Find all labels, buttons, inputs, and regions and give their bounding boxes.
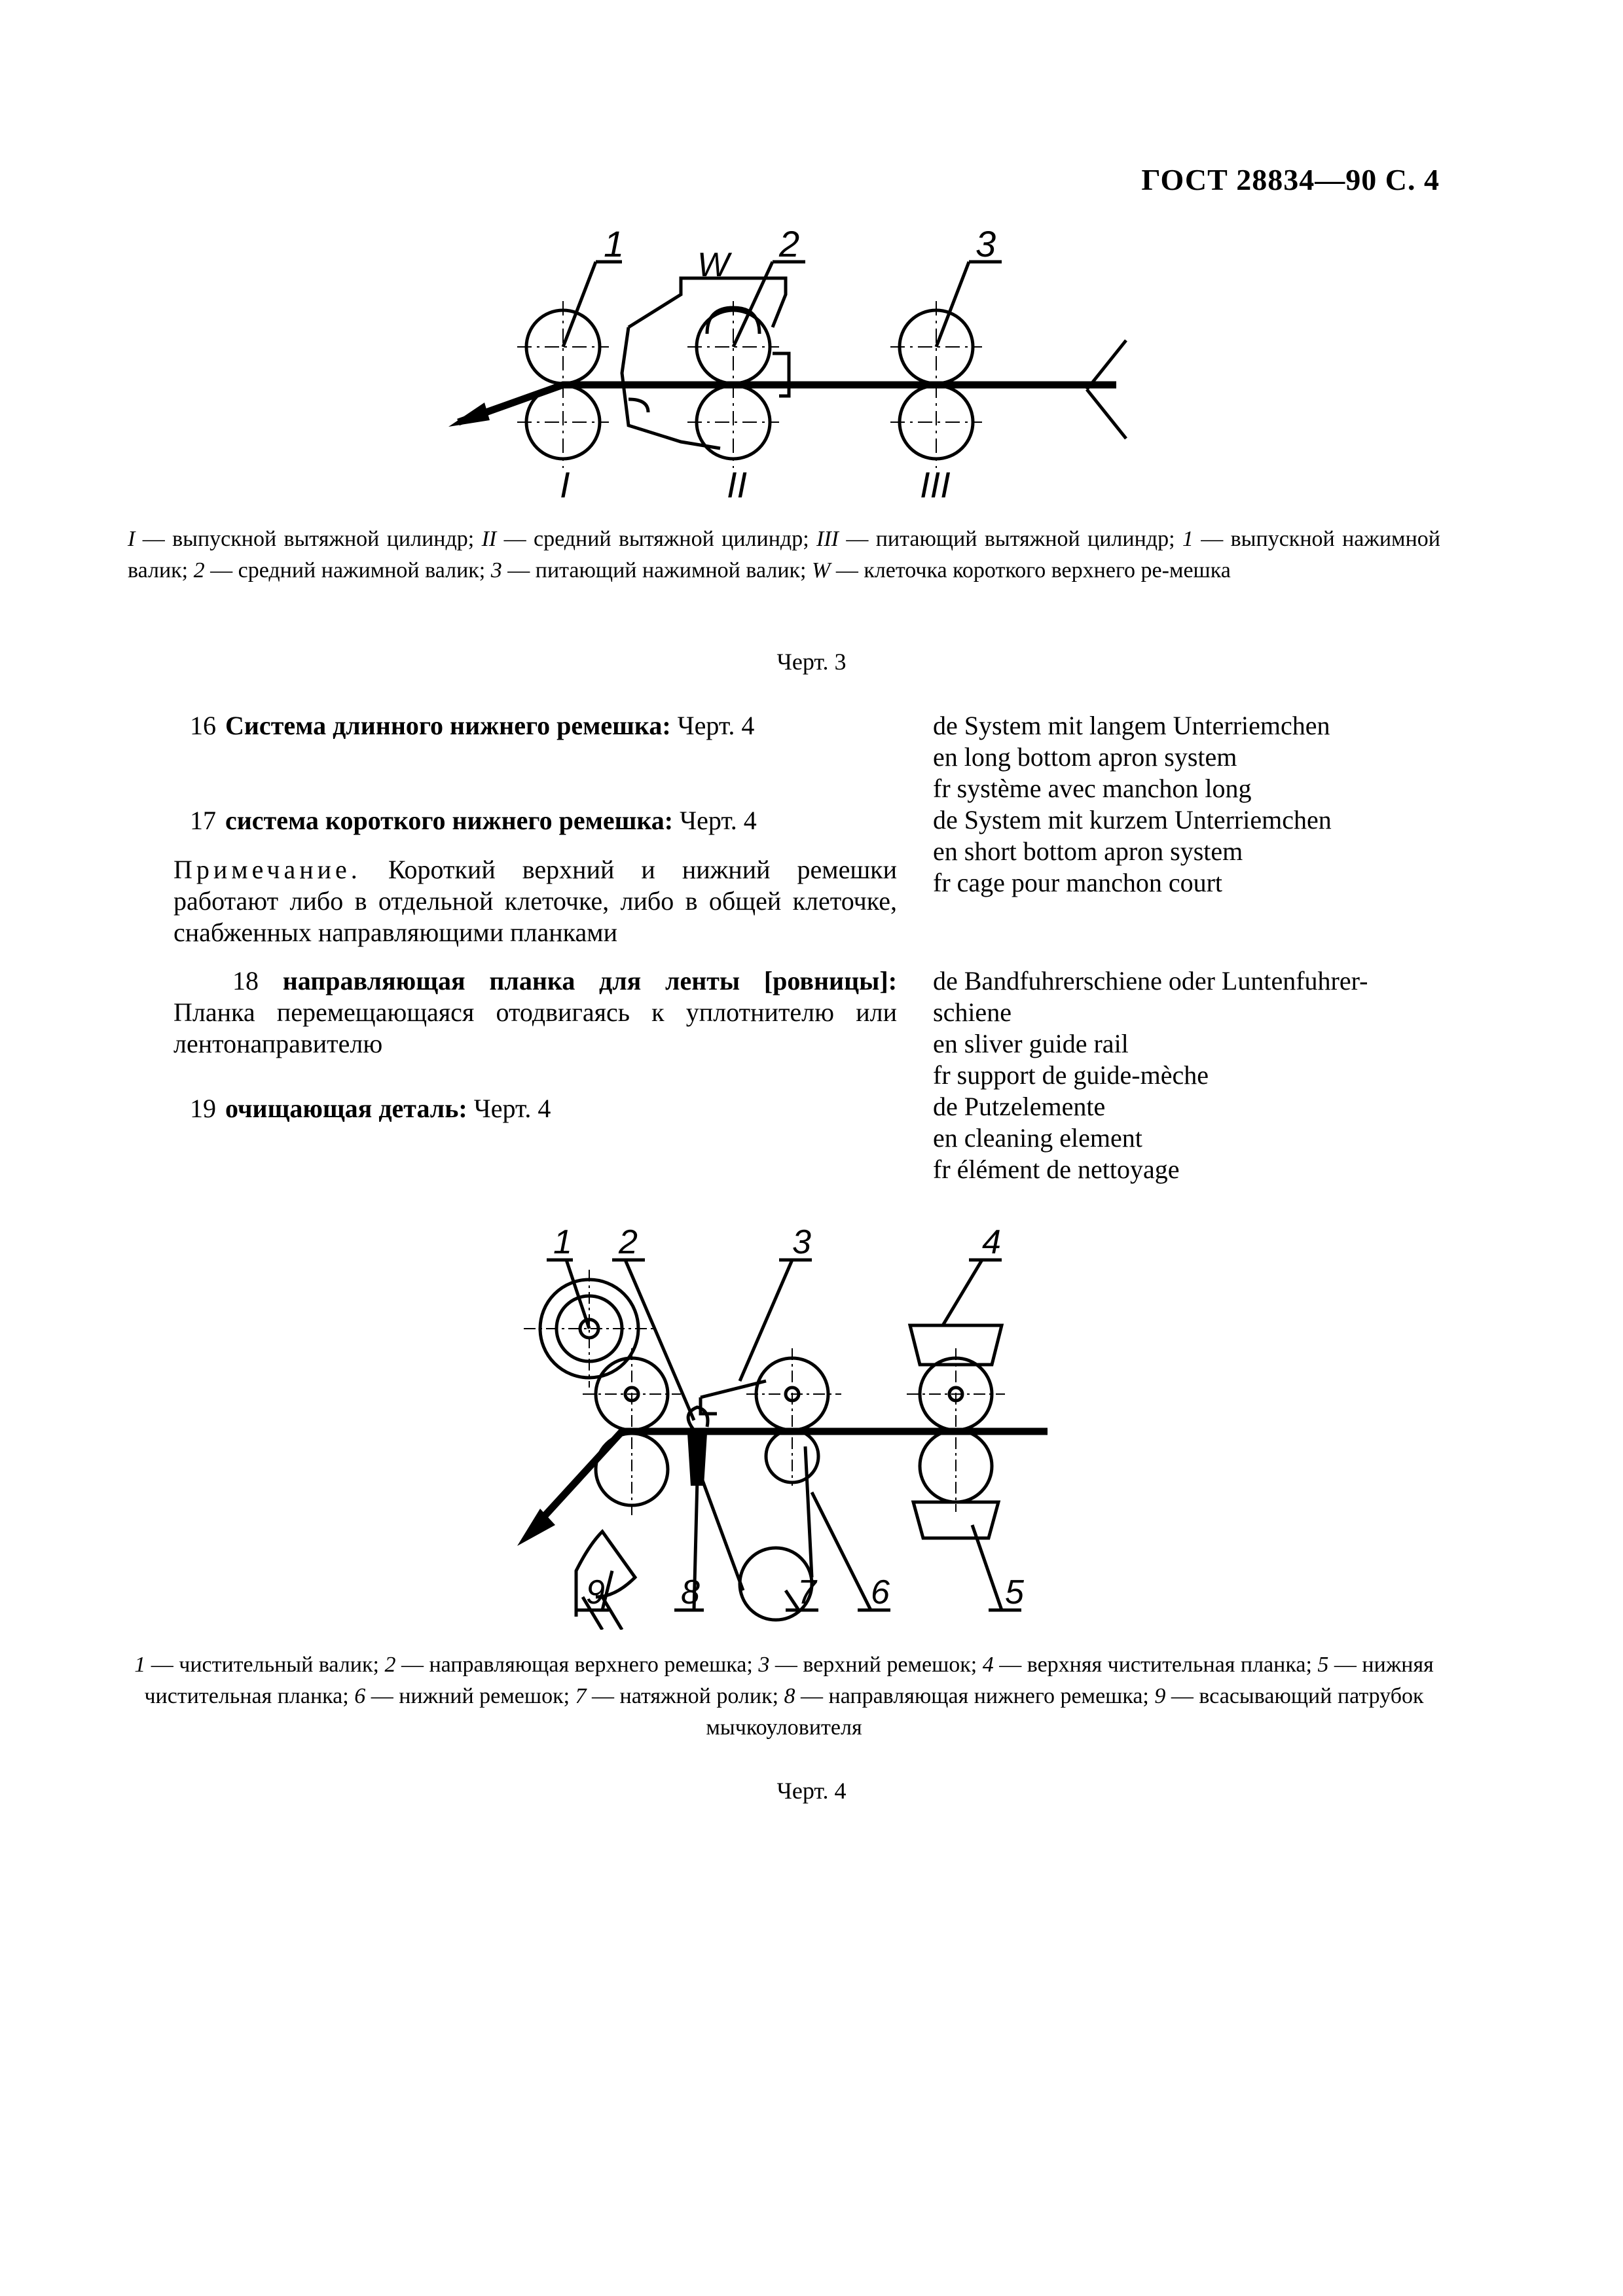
equiv-16-en: en long bottom apron system	[933, 742, 1237, 772]
term-18-number: 18	[232, 966, 259, 996]
term-18-definition: Планка перемещающаяся отодвигаясь к уплотнителю или лентонаправителю	[173, 997, 897, 1058]
figure-4-drawing	[484, 1204, 1074, 1630]
term-19-ref: Черт. 4	[467, 1094, 551, 1123]
fig4-caption-text-7: — направляющая нижнего ремешка;	[795, 1684, 1155, 1708]
fig3-caption-key-2: III	[816, 527, 839, 551]
fig4-label-2: 2	[619, 1223, 638, 1261]
term-19-number: 19	[190, 1094, 216, 1123]
equiv-18-de: de Bandfuhrerschiene oder Luntenfuhrer-	[933, 966, 1368, 996]
fig3-label-II: II	[727, 464, 748, 505]
term-17-title: система короткого нижнего ремешка:	[225, 806, 674, 835]
term-19	[190, 1093, 551, 1124]
fig4-caption-key-8: 9	[1154, 1684, 1166, 1708]
fig4-caption-key-3: 4	[982, 1653, 994, 1677]
equiv-18-fr: fr support de guide-mèche	[933, 1060, 1209, 1090]
fig3-caption-text-6: — клеточка короткого верхнего ре-мешка	[830, 558, 1231, 583]
fig4-caption-key-4: 5	[1317, 1653, 1329, 1677]
fig4-caption-key-0: 1	[134, 1653, 146, 1677]
fig4-caption-text-4: — нижняя чистительная планка;	[144, 1653, 1434, 1708]
equivalents-16-17	[933, 710, 1332, 899]
note-label: Примечание.	[173, 855, 361, 884]
term-16-number: 16	[190, 711, 216, 740]
fig3-caption-key-6: W	[811, 558, 831, 583]
fig4-label-1: 1	[553, 1223, 572, 1261]
figure-3-drawing	[432, 223, 1152, 511]
term-17-number: 17	[190, 806, 216, 835]
fig4-label-7: 7	[797, 1573, 816, 1611]
fig3-caption-key-3: 1	[1182, 527, 1194, 551]
equiv-17-de: de System mit kurzem Unterriemchen	[933, 805, 1332, 834]
equiv-19-de: de Putzelemente	[933, 1092, 1106, 1121]
term-17-ref: Черт. 4	[673, 806, 757, 835]
fig4-caption-text-2: — верхний ремешок;	[769, 1653, 983, 1677]
note-text: Короткий верхний и нижний ремешки работают либо в отдельной клеточке, либо в общей клеточке, снабженных направляющими планками	[173, 855, 897, 947]
fig3-caption-text-1: — средний вытяжной цилиндр;	[496, 527, 817, 551]
fig3-label-III: III	[920, 464, 951, 505]
figure-3-number: Черт. 3	[776, 649, 847, 675]
equiv-17-fr: fr cage pour manchon court	[933, 868, 1223, 897]
fig3-label-1: 1	[604, 223, 625, 264]
figure-3-caption	[128, 524, 1440, 586]
fig3-label-3: 3	[976, 223, 996, 264]
fig3-caption-key-4: 2	[193, 558, 205, 583]
equiv-17-en: en short bottom apron system	[933, 836, 1243, 866]
term-19-title: очищающая деталь:	[225, 1094, 467, 1123]
term-16-ref: Черт. 4	[670, 711, 755, 740]
note-paragraph	[173, 854, 897, 948]
fig3-label-I: I	[560, 464, 570, 505]
fig4-caption-key-5: 6	[354, 1684, 366, 1708]
fig3-caption-key-1: II	[481, 527, 497, 551]
fig3-label-2: 2	[779, 223, 800, 264]
page-header: ГОСТ 28834—90 С. 4	[1141, 163, 1440, 196]
fig4-label-9: 9	[586, 1573, 605, 1611]
equiv-16-fr: fr système avec manchon long	[933, 774, 1252, 803]
fig3-caption-text-5: — питающий нажимной валик;	[501, 558, 812, 583]
term-18	[173, 965, 897, 1060]
fig4-caption-text-5: — нижний ремешок;	[365, 1684, 575, 1708]
fig4-caption-key-6: 7	[575, 1684, 587, 1708]
fig4-caption-key-1: 2	[384, 1653, 396, 1677]
figure-4-caption	[128, 1649, 1440, 1744]
fig4-label-8: 8	[681, 1573, 700, 1611]
fig4-caption-text-3: — верхняя чистительная планка;	[993, 1653, 1318, 1677]
equiv-18-en: en sliver guide rail	[933, 1029, 1129, 1058]
fig3-caption-text-4: — средний нажимной валик;	[204, 558, 491, 583]
fig3-caption-text-3: — выпускной нажимной валик;	[128, 527, 1440, 583]
fig4-caption-text-1: — направляющая верхнего ремешка;	[395, 1653, 759, 1677]
fig4-caption-key-7: 8	[784, 1684, 795, 1708]
fig4-label-5: 5	[1005, 1573, 1024, 1611]
equiv-19-fr: fr élément de nettoyage	[933, 1155, 1180, 1184]
equiv-16-de: de System mit langem Unterriemchen	[933, 711, 1330, 740]
fig4-caption-text-0: — чистительный валик;	[145, 1653, 385, 1677]
equiv-18-de-cont: schiene	[933, 997, 1012, 1027]
figure-4-number: Черт. 4	[776, 1778, 847, 1804]
fig4-label-4: 4	[982, 1223, 1001, 1261]
term-16-title: Система длинного нижнего ремешка:	[225, 711, 671, 740]
fig3-caption-text-2: — питающий вытяжной цилиндр;	[839, 527, 1182, 551]
fig4-label-6: 6	[871, 1573, 890, 1611]
term-16	[190, 710, 754, 742]
fig4-label-3: 3	[792, 1223, 811, 1261]
fig3-label-w: W	[697, 246, 730, 284]
equivalents-18-19	[933, 965, 1368, 1185]
fig4-caption-text-8: — всасывающий патрубок мычкоуловителя	[706, 1684, 1424, 1740]
term-17	[190, 805, 757, 836]
fig4-caption-text-6: — натяжной ролик;	[586, 1684, 784, 1708]
fig3-caption-key-0: I	[128, 527, 136, 551]
term-18-title: направляющая планка для ленты [ровницы]:	[282, 966, 898, 996]
equiv-19-en: en cleaning element	[933, 1123, 1142, 1153]
fig4-caption-key-2: 3	[758, 1653, 770, 1677]
fig3-caption-text-0: — выпускной вытяжной цилиндр;	[135, 527, 482, 551]
fig3-caption-key-5: 3	[490, 558, 502, 583]
